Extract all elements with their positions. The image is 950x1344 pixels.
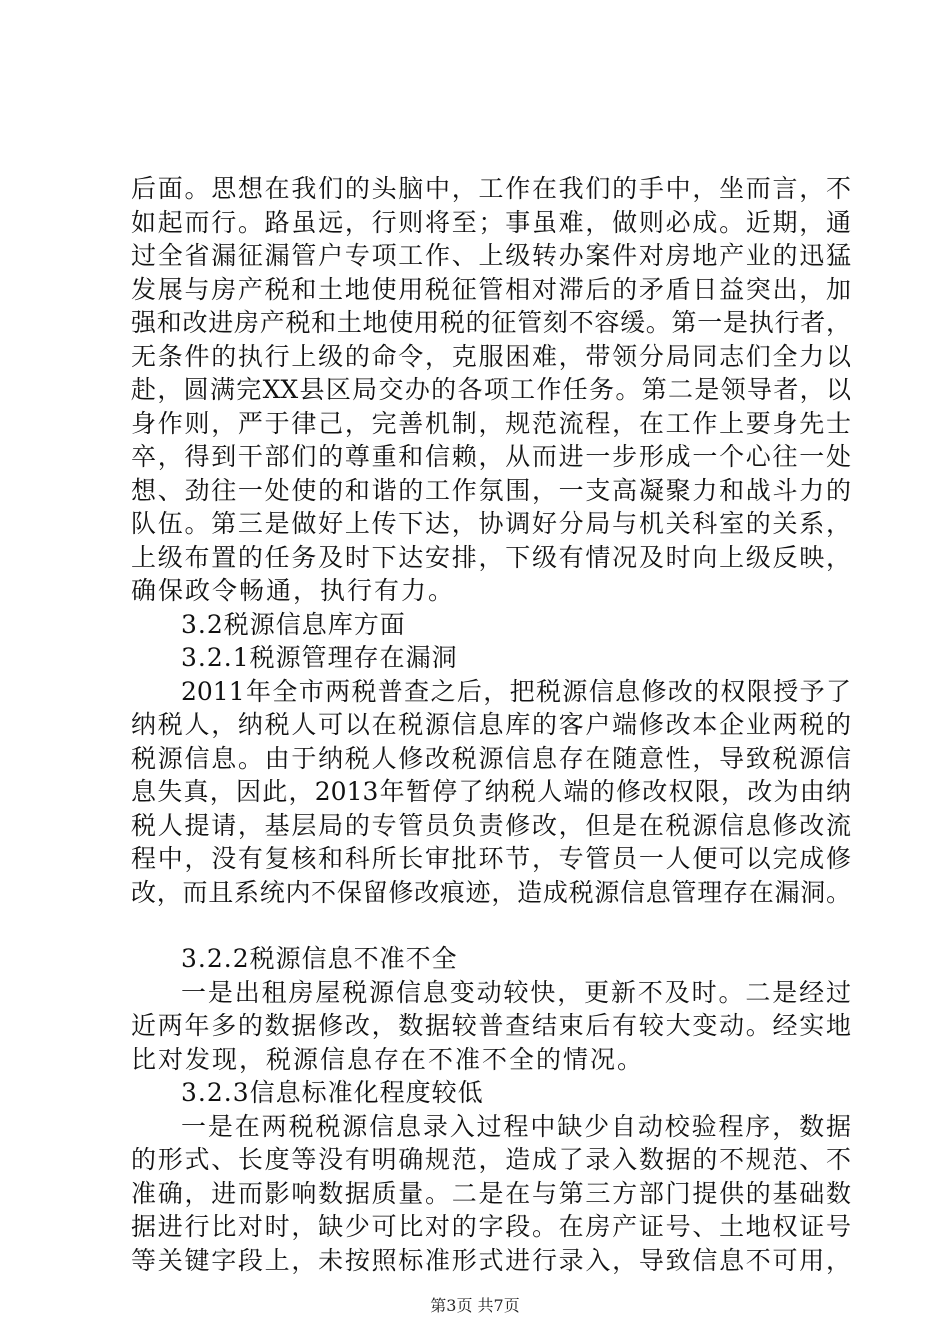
- text-line: 想、劲往一处使的和谐的工作氛围，一支高凝聚力和战斗力的: [131, 475, 851, 505]
- text-line: 纳税人，纳税人可以在税源信息库的客户端修改本企业两税的: [131, 710, 851, 739]
- text-line: 税人提请，基层局的专管员负责修改，但是在税源信息修改流: [131, 810, 851, 840]
- section-heading-3-2: 3.2税源信息库方面: [181, 609, 406, 639]
- text-line: 程中，没有复核和科所长审批环节，专管员一人便可以完成修: [131, 844, 851, 873]
- paragraph-3-2-3: [131, 1110, 851, 1278]
- text-line: 的形式、长度等没有明确规范，造成了录入数据的不规范、不: [131, 1145, 851, 1174]
- text-line: 过全省漏征漏管户专项工作、上级转办案件对房地产业的迅猛: [131, 241, 851, 270]
- section-heading-3-2-2: 3.2.2税源信息不准不全: [181, 944, 458, 973]
- text-line: 一是出租房屋税源信息变动较快，更新不及时。二是经过: [181, 977, 851, 1007]
- paragraph-3-2-1: [131, 675, 851, 910]
- text-line: 比对发现，税源信息存在不准不全的情况。: [131, 1044, 645, 1074]
- text-line: 税源信息。由于纳税人修改税源信息存在随意性，导致税源信: [131, 743, 851, 773]
- text-line: 准确，进而影响数据质量。二是在与第三方部门提供的基础数: [131, 1178, 851, 1208]
- text-line: 等关键字段上，未按照标准形式进行录入，导致信息不可用，: [131, 1245, 851, 1275]
- text-line: 上级布置的任务及时下达安排，下级有情况及时向上级反映，: [131, 542, 851, 572]
- text-line: 一是在两税税源信息录入过程中缺少自动校验程序，数据: [181, 1111, 851, 1141]
- text-line: 改，而且系统内不保留修改痕迹，造成税源信息管理存在漏洞。: [131, 877, 851, 907]
- section-heading-3-2-3: 3.2.3信息标准化程度较低: [181, 1078, 484, 1107]
- section-heading-3-2-1: 3.2.1税源管理存在漏洞: [181, 643, 458, 672]
- text-line: 2011年全市两税普查之后，把税源信息修改的权限授予了: [181, 676, 851, 706]
- text-line: 后面。思想在我们的头脑中，工作在我们的手中，坐而言，不: [131, 174, 851, 203]
- text-line: 近两年多的数据修改，数据较普查结束后有较大变动。经实地: [131, 1011, 851, 1040]
- text-line: 赴，圆满完XX县区局交办的各项工作任务。第二是领导者，以: [131, 375, 851, 404]
- text-line: 卒，得到干部们的尊重和信赖，从而进一步形成一个心往一处: [131, 442, 851, 471]
- text-line: 强和改进房产税和土地使用税的征管刻不容缓。第一是执行者，: [131, 308, 851, 337]
- text-line: 如起而行。路虽远，行则将至；事虽难，做则必成。近期，通: [131, 207, 851, 237]
- paragraph-3-2-2: [131, 976, 851, 1077]
- blank-line: [131, 909, 851, 942]
- page-footer: 第3页 共7页: [430, 1296, 520, 1315]
- text-line: 无条件的执行上级的命令，克服困难，带领分局同志们全力以: [131, 341, 851, 371]
- text-line: 发展与房产税和土地使用税征管相对滞后的矛盾日益突出，加: [131, 274, 851, 304]
- text-line: 确保政令畅通，执行有力。: [131, 576, 456, 605]
- document-body: [131, 172, 851, 1277]
- text-line: 队伍。第三是做好上传下达，协调好分局与机关科室的关系，: [131, 509, 851, 538]
- text-line: 息失真，因此，2013年暂停了纳税人端的修改权限，改为由纳: [131, 777, 851, 806]
- paragraph-continuation: [131, 172, 851, 608]
- text-line: 身作则，严于律己，完善机制，规范流程，在工作上要身先士: [131, 408, 851, 438]
- text-line: 据进行比对时，缺少可比对的字段。在房产证号、土地权证号: [131, 1212, 851, 1241]
